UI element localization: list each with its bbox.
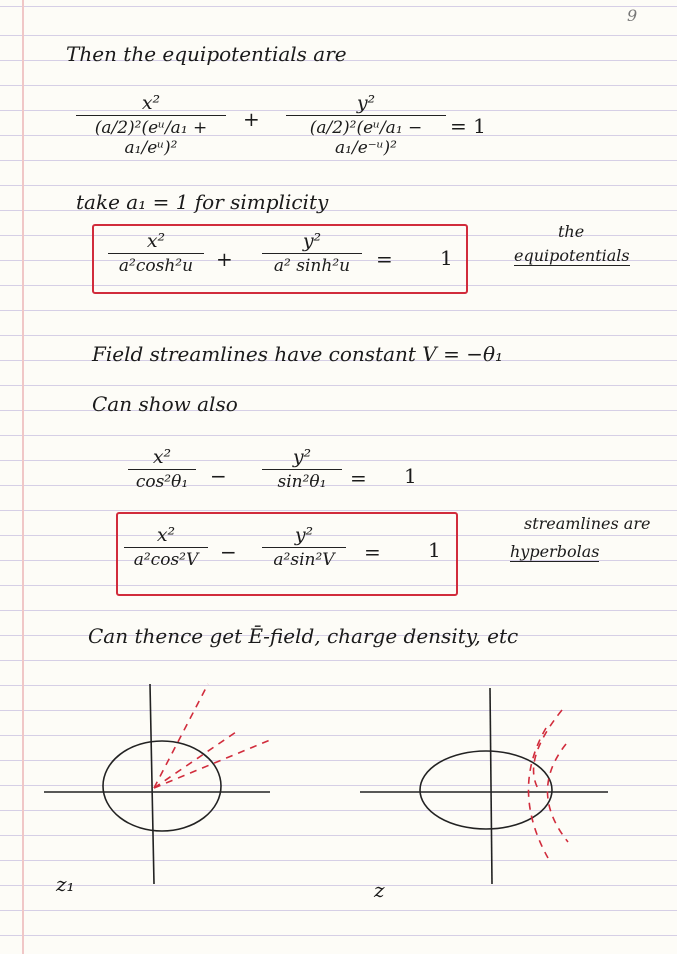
left-circle [103, 741, 221, 831]
eq4-denominator-x: a²cos²V [124, 547, 208, 570]
eq4-numerator-y: y² [294, 524, 314, 546]
eq1-numerator-x: x² [141, 92, 161, 114]
eq4-note-line2: hyperbolas [510, 542, 600, 561]
eq3-term-x [128, 446, 196, 492]
eq2-plus: + [216, 247, 233, 271]
eq1-term-y [286, 92, 446, 158]
eq1-numerator-y: y² [356, 92, 376, 114]
page-number: 9 [627, 6, 638, 25]
eq1-equals: = 1 [450, 114, 486, 138]
eq4-rhs: 1 [428, 538, 441, 562]
eq2-rhs: 1 [440, 246, 453, 270]
eq3-term-y [262, 446, 342, 492]
streamlines-line: Field streamlines have constant V = −θ₁ [92, 342, 504, 366]
eq3-numerator-y: y² [292, 446, 312, 468]
eq2-note-line1: the [558, 222, 585, 241]
eq3-equals: = [350, 466, 367, 490]
eq1-plus: + [243, 107, 260, 131]
eq1-term-x [76, 92, 226, 158]
eq3-denominator-y: sin²θ₁ [262, 469, 342, 492]
eq4-numerator-x: x² [156, 524, 176, 546]
sketch-left [44, 684, 270, 884]
eq4-equals: = [364, 540, 381, 564]
eq2-term-y [262, 230, 362, 276]
eq2-denominator-y: a² sinh²u [262, 253, 362, 276]
eq3-denominator-x: cos²θ₁ [128, 469, 196, 492]
sketch-right [360, 688, 608, 884]
eq4-note-line1: streamlines are [524, 514, 651, 533]
eq3-rhs: 1 [404, 464, 417, 488]
right-y-axis [490, 688, 492, 884]
right-hyperbolas [528, 710, 568, 858]
eq2-numerator-x: x² [146, 230, 166, 252]
eq3-minus: − [210, 464, 227, 488]
intro-line: Then the equipotentials are [66, 42, 347, 66]
can-show-line: Can show also [92, 392, 238, 416]
sketch-label-right: z [374, 878, 385, 902]
simplicity-line: take a₁ = 1 for simplicity [76, 190, 329, 214]
eq4-minus: − [220, 540, 237, 564]
eq2-denominator-x: a²cosh²u [108, 253, 204, 276]
left-field-rays [154, 684, 270, 788]
eq2-term-x [108, 230, 204, 276]
eq1-denominator-x: (a/2)²(eᵘ/a₁ + a₁/eᵘ)² [76, 115, 226, 158]
eq2-equals: = [376, 247, 393, 271]
thence-line: Can thence get Ē-field, charge density, etc [88, 624, 519, 648]
eq1-denominator-y: (a/2)²(eᵘ/a₁ − a₁/e⁻ᵘ)² [286, 115, 446, 158]
eq3-numerator-x: x² [152, 446, 172, 468]
left-y-axis [150, 684, 154, 884]
eq2-note-line2: equipotentials [514, 246, 630, 265]
sketch-figures [0, 670, 677, 920]
sketch-label-left: z₁ [56, 872, 75, 896]
eq4-denominator-y: a²sin²V [262, 547, 346, 570]
eq2-numerator-y: y² [302, 230, 322, 252]
eq4-term-x [124, 524, 208, 570]
eq4-term-y [262, 524, 346, 570]
